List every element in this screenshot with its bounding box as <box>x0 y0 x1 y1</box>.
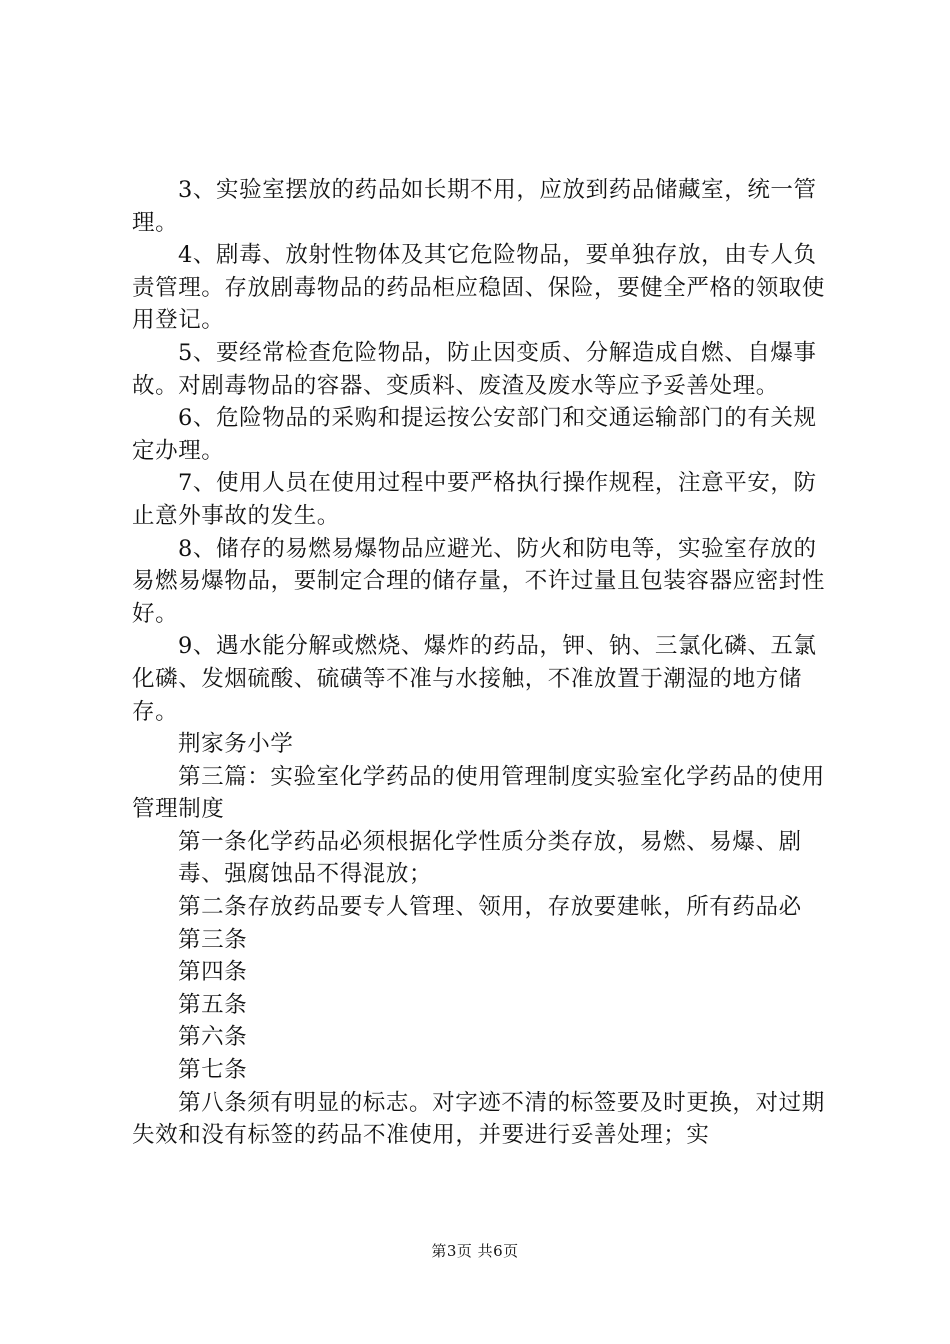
article-3: 第三条 <box>178 926 248 953</box>
paragraph-item-6: 6、危险物品的采购和提运按公安部门和交通运输部门的有关规定办理。 <box>132 405 817 464</box>
paragraph-item-7: 7、使用人员在使用过程中要严格执行操作规程，注意平安，防止意外事故的发生。 <box>132 470 817 529</box>
section-heading: 第三篇：实验室化学药品的使用管理制度实验室化学药品的使用管理制度 <box>132 763 825 823</box>
article-6: 第六条 <box>178 1024 248 1051</box>
article-8: 第八条须有明显的标志。对字迹不清的标签要及时更换，对过期失效和没有标签的药品不准使用，并要进行妥善处理；实 <box>132 1089 825 1149</box>
article-2: 第二条存放药品要专人管理、领用，存放要建帐，所有药品必 <box>178 894 802 921</box>
school-name: 荆家务小学 <box>178 731 294 758</box>
article-1: 第一条化学药品必须根据化学性质分类存放，易燃、易爆、剧 <box>178 828 802 855</box>
page-number: 第3页 共6页 <box>431 1242 519 1260</box>
article-7: 第七条 <box>178 1057 248 1084</box>
article-5: 第五条 <box>178 991 248 1018</box>
article-1-continued: 毒、强腐蚀品不得混放； <box>178 861 433 888</box>
paragraph-item-5: 5、要经常检查危险物品，防止因变质、分解造成自燃、自爆事故。对剧毒物品的容器、变质料、废渣及废水等应予妥善处理。 <box>132 339 817 399</box>
paragraph-item-8: 8、储存的易燃易爆物品应避光、防火和防电等，实验室存放的易燃易爆物品，要制定合理的储存量，不许过量且包装容器应密封性好。 <box>132 535 826 627</box>
paragraph-item-3: 3、实验室摆放的药品如长期不用，应放到药品储藏室，统一管理。 <box>132 177 817 236</box>
document-body <box>132 174 832 1152</box>
article-4: 第四条 <box>178 959 248 986</box>
paragraph-item-9: 9、遇水能分解或燃烧、爆炸的药品，钾、钠、三氯化磷、五氯化磷、发烟硫酸、硫磺等不准与水接触，不准放置于潮湿的地方储存。 <box>132 633 817 725</box>
paragraph-item-4: 4、剧毒、放射性物体及其它危险物品，要单独存放，由专人负责管理。存放剧毒物品的药品柜应稳固、保险，要健全严格的领取使用登记。 <box>132 242 826 334</box>
